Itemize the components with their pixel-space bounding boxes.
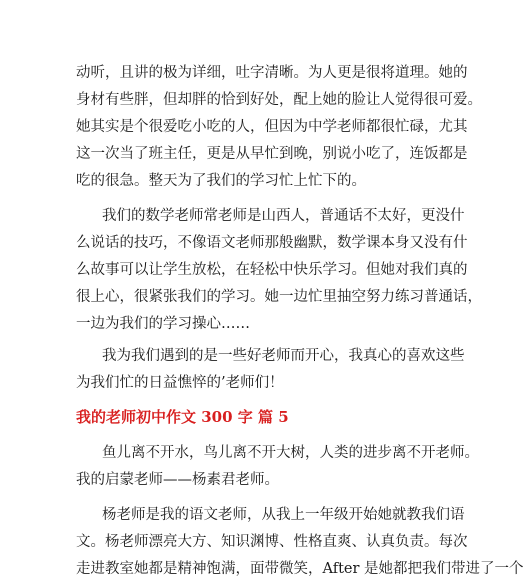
text-line: 走进教室她都是精神饱满，面带微笑，After 是她都把我们带进了一个 [76,561,524,577]
text-line: 杨老师是我的语文老师，从我上一年级开始她就教我们语 [102,507,465,523]
text-line: 这一次当了班主任，更是从早忙到晚，别说小吃了，连饭都是 [76,146,468,162]
text-line: 我的启蒙老师——杨素君老师。 [76,472,279,488]
section-heading: 我的老师初中作文 300 字 篇 5 [76,408,289,426]
text-line: 吃的很急。整天为了我们的学习忙上忙下的。 [76,173,366,189]
text-line: 很上心，很紧张我们的学习。她一边忙里抽空努力练习普通话， [76,289,482,305]
text-line: 文。杨老师漂亮大方、知识渊博、性格直爽、认真负责。每次 [76,534,468,550]
text-line: 她其实是个很爱吃小吃的人，但因为中学老师都很忙碌，尤其 [76,119,468,135]
text-line: 鱼儿离不开水，鸟儿离不开大树，人类的进步离不开老师。 [102,445,479,461]
text-line: 一边为我们的学习操心…… [76,316,250,332]
text-line: 我们的数学老师常老师是山西人，普通话不太好，更没什 [102,208,465,224]
text-line: 我为我们遇到的是一些好老师而开心，我真心的喜欢这些 [102,348,465,364]
text-line: 为我们忙的日益憔悴的’老师们！ [76,375,284,391]
text-line: 么说话的技巧，不像语文老师那般幽默，数学课本身又没有什 [76,235,468,251]
text-line: 动听，且讲的极为详细，吐字清晰。为人更是很将道理。她的 [76,65,468,81]
text-line: 身材有些胖，但却胖的恰到好处，配上她的脸让人觉得很可爱。 [76,92,482,108]
text-line: 么故事可以让学生放松，在轻松中快乐学习。但她对我们真的 [76,262,468,278]
